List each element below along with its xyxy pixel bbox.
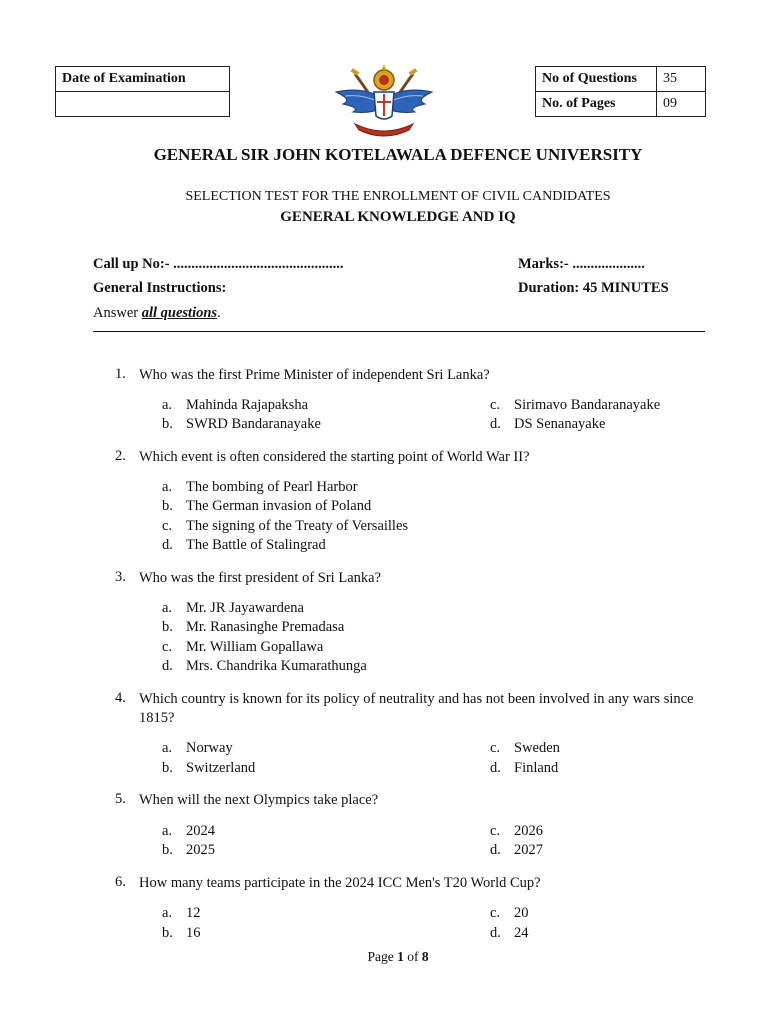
- question-number: 4.: [115, 690, 126, 706]
- test-subtitle: SELECTION TEST FOR THE ENROLLMENT OF CIVIL CANDIDATES: [185, 189, 611, 204]
- pages-count-value: 09: [657, 92, 706, 117]
- page-footer-of: of: [403, 949, 422, 964]
- option-text: The Battle of Stalingrad: [186, 537, 326, 553]
- option-text: 2026: [514, 823, 543, 839]
- question-number: 5.: [115, 791, 126, 807]
- page-current: 1: [397, 949, 404, 964]
- option-b[interactable]: [162, 498, 371, 515]
- option-a[interactable]: [162, 479, 358, 496]
- option-letter: b.: [162, 619, 173, 635]
- option-c[interactable]: [490, 905, 529, 922]
- option-a[interactable]: [162, 600, 304, 617]
- option-b[interactable]: [162, 842, 215, 859]
- marks-field: Marks:- ....................: [518, 256, 645, 272]
- pages-count-label: No. of Pages: [536, 92, 657, 117]
- option-a[interactable]: [162, 905, 201, 922]
- option-letter: c.: [162, 639, 173, 655]
- option-letter: b.: [162, 925, 173, 941]
- page-footer: [0, 949, 768, 965]
- option-letter: a.: [162, 905, 173, 921]
- option-text: 20: [514, 905, 529, 921]
- option-text: DS Senanayake: [514, 416, 606, 432]
- option-letter: a.: [162, 600, 173, 616]
- option-d[interactable]: [490, 842, 543, 859]
- page-total: 8: [421, 949, 429, 964]
- questions-count-value: 35: [657, 67, 706, 92]
- option-letter: c.: [162, 518, 173, 534]
- option-c[interactable]: [162, 639, 323, 656]
- option-letter: d.: [162, 658, 173, 674]
- option-d[interactable]: [162, 658, 367, 675]
- option-text: 2027: [514, 842, 543, 858]
- option-c[interactable]: [162, 518, 408, 535]
- option-letter: d.: [162, 537, 173, 553]
- option-letter: a.: [162, 740, 173, 756]
- option-text: Finland: [514, 760, 559, 776]
- answer-instruction: [93, 305, 221, 322]
- option-text: Mrs. Chandrika Kumarathunga: [186, 658, 367, 674]
- option-b[interactable]: [162, 416, 321, 433]
- callup-number: Call up No:- ...............................................: [93, 256, 344, 272]
- option-letter: d.: [490, 925, 501, 941]
- option-letter: a.: [162, 479, 173, 495]
- option-letter: b.: [162, 842, 173, 858]
- option-letter: d.: [490, 416, 501, 432]
- option-d[interactable]: [490, 416, 605, 433]
- option-letter: a.: [162, 397, 173, 413]
- option-text: The German invasion of Poland: [186, 498, 372, 514]
- option-text: 16: [186, 925, 201, 941]
- option-b[interactable]: [162, 760, 255, 777]
- option-text: 2025: [186, 842, 215, 858]
- option-text: Mahinda Rajapaksha: [186, 397, 309, 413]
- option-letter: c.: [490, 905, 501, 921]
- option-c[interactable]: [490, 397, 660, 414]
- general-instructions-label: General Instructions:: [93, 280, 227, 296]
- option-letter: b.: [162, 760, 173, 776]
- option-text: 2024: [186, 823, 215, 839]
- option-text: Mr. Ranasinghe Premadasa: [186, 619, 345, 635]
- duration: Duration: 45 MINUTES: [518, 280, 669, 296]
- exam-date-value: [56, 92, 230, 117]
- option-letter: c.: [490, 823, 501, 839]
- header-divider: [93, 331, 705, 332]
- option-text: Norway: [186, 740, 233, 756]
- university-name: GENERAL SIR JOHN KOTELAWALA DEFENCE UNIVERSITY: [153, 145, 643, 164]
- option-text: Switzerland: [186, 760, 256, 776]
- question-number: 6.: [115, 874, 126, 890]
- question-number: 1.: [115, 366, 126, 382]
- option-a[interactable]: [162, 740, 233, 757]
- university-crest-icon: [333, 58, 435, 140]
- option-text: Sirimavo Bandaranayake: [514, 397, 661, 413]
- exam-date-box: [55, 66, 230, 117]
- question-text: Who was the first president of Sri Lanka?: [139, 570, 381, 586]
- option-letter: c.: [490, 740, 501, 756]
- question-text: How many teams participate in the 2024 ICC Men's T20 World Cup?: [139, 875, 541, 891]
- option-text: The signing of the Treaty of Versailles: [186, 518, 409, 534]
- option-text: 12: [186, 905, 201, 921]
- option-d[interactable]: [490, 925, 529, 942]
- exam-date-label: Date of Examination: [56, 67, 230, 92]
- question-number: 3.: [115, 569, 126, 585]
- question-text: Which country is known for its policy of neutrality and has not been involved in any wars since 1815?: [139, 691, 694, 726]
- option-text: Sweden: [514, 740, 560, 756]
- option-letter: d.: [490, 760, 501, 776]
- option-b[interactable]: [162, 619, 344, 636]
- question-text: When will the next Olympics take place?: [139, 792, 379, 808]
- option-letter: a.: [162, 823, 173, 839]
- option-text: Mr. JR Jayawardena: [186, 600, 304, 616]
- option-text: The bombing of Pearl Harbor: [186, 479, 358, 495]
- answer-emphasis: all questions: [141, 305, 218, 321]
- option-text: 24: [514, 925, 529, 941]
- option-letter: d.: [490, 842, 501, 858]
- question-text: Which event is often considered the starting point of World War II?: [139, 449, 530, 465]
- option-text: SWRD Bandaranayake: [186, 416, 321, 432]
- option-d[interactable]: [162, 537, 326, 554]
- option-letter: b.: [162, 498, 173, 514]
- question-number: 2.: [115, 448, 126, 464]
- option-c[interactable]: [490, 823, 543, 840]
- page-footer-prefix: Page: [367, 949, 398, 964]
- option-a[interactable]: [162, 823, 215, 840]
- question-text: Who was the first Prime Minister of independent Sri Lanka?: [139, 367, 490, 383]
- option-c[interactable]: [490, 740, 560, 757]
- option-letter: c.: [490, 397, 501, 413]
- option-b[interactable]: [162, 925, 201, 942]
- option-letter: b.: [162, 416, 173, 432]
- exam-info-box: [535, 66, 706, 117]
- questions-count-label: No of Questions: [536, 67, 657, 92]
- test-subject: GENERAL KNOWLEDGE AND IQ: [280, 209, 516, 225]
- option-d[interactable]: [490, 760, 558, 777]
- answer-suffix: .: [217, 305, 221, 321]
- option-text: Mr. William Gopallawa: [186, 639, 324, 655]
- answer-prefix: Answer: [93, 305, 142, 321]
- option-a[interactable]: [162, 397, 308, 414]
